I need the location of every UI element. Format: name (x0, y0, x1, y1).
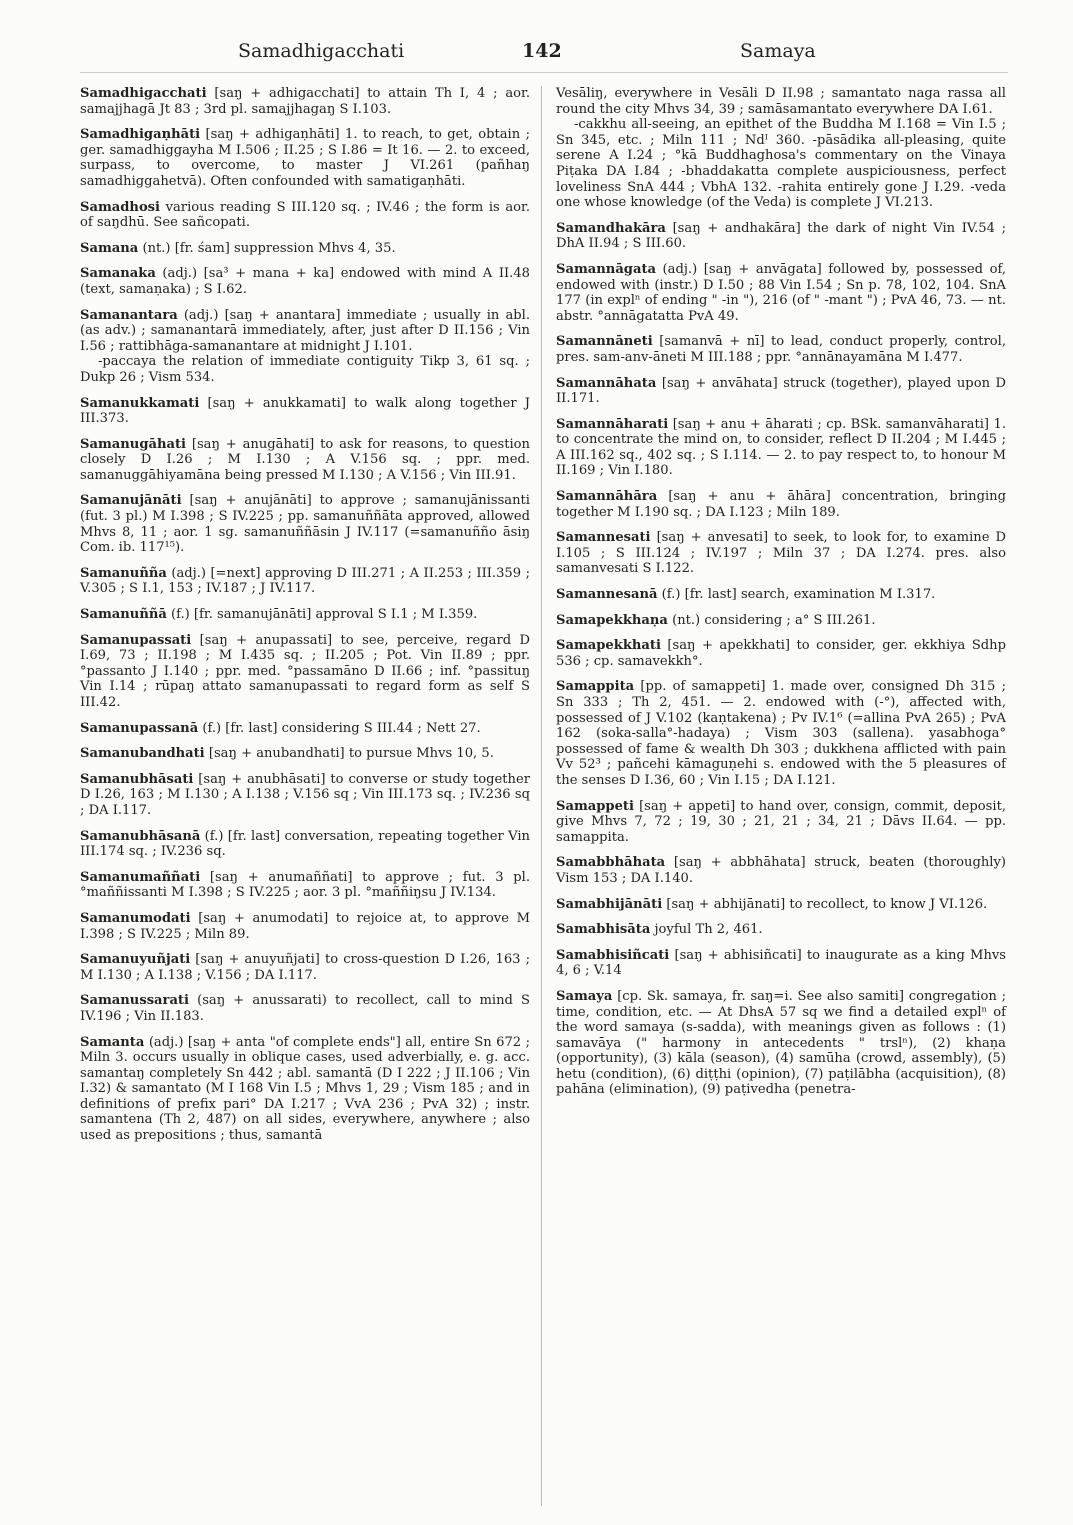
entry-headword: Samanupassati (80, 632, 192, 648)
dictionary-entry (80, 870, 530, 901)
entry-headword: Samanuñña (80, 565, 167, 581)
entry-definition: (adj.) [saŋ + anta "of complete ends"] all, entire Sn 672 ; Miln 3. occurs usually in oblique cases, used adverbially, e. g. acc. samantaŋ completely Sn 442 ; abl. samantā (D I 222 ; J II.106 ; Vin I.32) & samantato (M I 168 Vin I.5 ; Mhvs 1, 29 ; Vism 185 ; and in definitions of prefix pari° DA I.217 ; VvA 236 ; PvA 32) ; instr. samantena (Th 2, 487) on all sides, everywhere, anywhere ; also used as prepositions ; thus, samantā (80, 1034, 530, 1144)
entry-headword: Samannesanā (556, 587, 658, 603)
entry-definition: [saŋ + anvāhata] struck (together), played upon D II.171. (556, 375, 1006, 407)
entry-definition: (f.) [fr. last] considering S III.44 ; Nett 27. (198, 720, 481, 736)
dictionary-entry (556, 334, 1006, 365)
entry-headword: Samanuññā (80, 607, 167, 623)
dictionary-entry (80, 1035, 530, 1144)
entry-headword: Samannesati (556, 530, 651, 546)
dictionary-entry (80, 437, 530, 484)
entry-headword: Samaya (556, 988, 613, 1004)
running-head-right: Samaya (740, 40, 816, 62)
entry-definition: [saŋ + anumaññati] to approve ; fut. 3 pl. °maññissanti M I.398 ; S IV.225 ; aor. 3 pl. °maññiŋsu J IV.134. (80, 869, 530, 901)
right-column (556, 86, 1006, 1108)
entry-definition: [saŋ + adhigaṇhāti] 1. to reach, to get, obtain ; ger. samadhiggayha M I.506 ; II.25 ; S I.86 = It 16. — 2. to exceed, surpass, to overcome, to master J VI.261 (pañhaŋ samadhiggahetvā). Often confounded with samatigaṇhāti. (80, 127, 530, 189)
dictionary-entry (556, 922, 1006, 938)
entry-headword: Samanta (80, 1034, 145, 1050)
page-header (0, 40, 1073, 68)
dictionary-entry (556, 613, 1006, 629)
entry-definition: (adj.) [saŋ + anantara] immediate ; usually in abl. (as adv.) ; samanantarā immediately, after, just after D II.156 ; Vin I.56 ; rattibhāga-samanantare at midnight J I.101. (80, 307, 530, 354)
dictionary-entry (556, 489, 1006, 520)
entry-definition: (nt.) considering ; a° S III.261. (667, 612, 876, 628)
entry-definition: (adj.) [sa³ + mana + ka] endowed with mind A II.48 (text, samaṇaka) ; S I.62. (80, 266, 530, 297)
dictionary-entry (80, 86, 530, 117)
page-number: 142 (522, 40, 562, 62)
entry-headword: Samanugāhati (80, 436, 186, 452)
entry-definition: [saŋ + anuyuñjati] to cross-question D I.26, 163 ; M I.130 ; A I.138 ; V.156 ; DA I.117. (80, 952, 530, 983)
entry-headword: Samanantara (80, 307, 178, 323)
dictionary-entry (80, 993, 530, 1024)
entry-headword: Samadhosi (80, 199, 161, 215)
entry-headword: Samanumaññati (80, 869, 201, 885)
entry-headword: Samanussarati (80, 993, 189, 1009)
dictionary-entry (80, 607, 530, 623)
entry-definition: [saŋ + anupassati] to see, perceive, regard D I.69, 73 ; II.198 ; M I.435 sq. ; II.205 ; Pot. Vin II.89 ; ppr. °passanto J I.140 ; ppr. med. °passamāno D II.66 ; inf. °passituŋ Vin I.14 ; rūpaŋ attato samanupassati to regard form as self S III.42. (80, 632, 530, 710)
dictionary-entry (556, 855, 1006, 886)
entry-definition: [samanvā + nī] to lead, conduct properly, control, pres. sam-anv-āneti M III.188 ; ppr. °annānayamāna M I.477. (556, 334, 1006, 365)
dictionary-entry (80, 566, 530, 597)
dictionary-entry (80, 127, 530, 189)
entry-definition: [saŋ + abhisiñcati] to inaugurate as a king Mhvs 4, 6 ; V.14 (556, 947, 1006, 979)
dictionary-entry (556, 86, 1006, 211)
entry-definition: [saŋ + anujānāti] to approve ; samanujānissanti (fut. 3 pl.) M I.398 ; S IV.225 ; pp. samanuññāta approved, allowed Mhvs 8, 11 ; aor. 1 sg. samanuññāsin J IV.117 (=samanuñño āsiŋ Com. ib. 117¹⁵). (80, 493, 530, 556)
dictionary-entry (80, 266, 530, 297)
entry-headword: Samanubhāsanā (80, 828, 201, 844)
entry-definition: [saŋ + anvesati] to seek, to look for, to examine D I.105 ; S III.124 ; IV.197 ; Miln 37 ; DA I.274. pres. also samanvesati S I.122. (556, 530, 1006, 577)
dictionary-entry (556, 587, 1006, 603)
entry-definition: (adj.) [=next] approving D III.271 ; A II.253 ; III.359 ; V.305 ; S I.1, 153 ; IV.187 ; J IV.117. (80, 565, 530, 597)
entry-headword: Samanuyuñjati (80, 952, 191, 968)
entry-definition: (f.) [fr. last] conversation, repeating together Vin III.174 sq. ; IV.236 sq. (80, 828, 530, 860)
entry-headword: Samabhisiñcati (556, 947, 670, 963)
entry-headword: Samadhigaṇhāti (80, 127, 201, 143)
entry-headword: Samappeti (556, 798, 634, 814)
dictionary-entry (556, 799, 1006, 846)
dictionary-entry (80, 721, 530, 737)
dictionary-entry (80, 952, 530, 983)
entry-headword: Samapekkhati (556, 638, 661, 654)
entry-headword: Samandhakāra (556, 220, 666, 236)
entry-headword: Samanaka (80, 266, 156, 282)
column-divider (541, 86, 542, 1506)
entry-definition: (f.) [fr. last] search, examination M I.317. (657, 587, 936, 603)
entry-compounds: -cakkhu all-seeing, an epithet of the Buddha M I.168 = Vin I.5 ; Sn 345, etc. ; Miln 111 ; Ndᴵ 360. -pāsādika all-pleasing, quite serene A I.24 ; °kā Buddhaghosa's commentary on the Vinaya Piṭaka DA I.84 ; -bhaddakatta complete auspiciousness, perfect loveliness SnA 444 ; VbhA 132. -rahita entirely gone J I.29. -veda one whose knowledge (of the Veda) is complete J VI.213. (556, 117, 1006, 211)
entry-headword: Samanupassanā (80, 720, 199, 736)
dictionary-entry (556, 376, 1006, 407)
entry-headword: Samannāhāra (556, 489, 658, 505)
dictionary-entry (80, 493, 530, 555)
left-column (80, 86, 530, 1154)
entry-definition: (adj.) [saŋ + anvāgata] followed by, possessed of, endowed with (instr.) D I.50 ; 88 Vin I.54 ; Sn p. 78, 102, 104. SnA 177 (in explⁿ of ending " -in "), 216 (of " -mant ") ; PvA 46, 73. — nt. abstr. °annāgatatta PvA 49. (556, 261, 1006, 324)
entry-definition: Vesāliŋ, everywhere in Vesāli D II.98 ; samantato naga rassa all round the city Mhvs 34, 39 ; samāsamantato everywhere DA I.61. (556, 86, 1006, 117)
dictionary-entry (80, 241, 530, 257)
entry-definition: [cp. Sk. samaya, fr. saŋ=i. See also samiti] congregation ; time, condition, etc. — At DhsA 57 sq we find a detailed explⁿ of the word samaya (s-sadda), with meanings given as follows : (1) samavāya (" harmony in antecedents " trslⁿ), (2) khaṇa (opportunity), (3) kāla (season), (4) samūha (crowd, assembly), (5) hetu (condition), (6) diṭṭhi (opinion), (7) paṭilābha (acquisition), (8) pahāna (elimination), (9) paṭivedha (penetra- (556, 988, 1006, 1098)
entry-definition: [pp. of samappeti] 1. made over, consigned Dh 315 ; Sn 333 ; Th 2, 451. — 2. endowed with (-°), affected with, possessed of J V.102 (kaṇtakena) ; Pv IV.1⁶ (=allina PvA 265) ; PvA 162 (soka-salla°-hadaya) ; Vism 303 (sallena). yasabhoga° possessed of fame & wealth Dh 303 ; dukkhena afflicted with pain Vv 52³ ; pañcehi kāmaguṇehi s. endowed with the 5 pleasures of the senses D I.36, 60 ; Vin I.15 ; DA I.121. (556, 679, 1006, 788)
entry-headword: Samapekkhaṇa (556, 612, 668, 628)
entry-definition: [saŋ + anubhāsati] to converse or study together D I.26, 163 ; M I.130 ; A I.138 ; V.156 sq ; Vin III.173 sq. ; IV.236 sq ; DA I.117. (80, 771, 530, 818)
entry-headword: Samabbhāhata (556, 855, 666, 871)
dictionary-entry (556, 638, 1006, 669)
dictionary-entry (556, 417, 1006, 479)
entry-headword: Samannāneti (556, 334, 653, 350)
entry-headword: Samannāharati (556, 416, 669, 432)
dictionary-entry (556, 262, 1006, 324)
entry-headword: Samadhigacchati (80, 86, 207, 101)
dictionary-entry (80, 308, 530, 386)
dictionary-entry (80, 911, 530, 942)
entry-headword: Samannāgata (556, 261, 656, 277)
entry-definition: joyful Th 2, 461. (650, 922, 763, 938)
entry-definition: [saŋ + adhigacchati] to attain Th I, 4 ; aor. samajjhagā Jt 83 ; 3rd pl. samajjhagaŋ S I.103. (80, 86, 530, 117)
dictionary-entry (556, 221, 1006, 252)
dictionary-entry (80, 746, 530, 762)
entry-headword: Samabhisāta (556, 922, 651, 938)
entry-definition: [saŋ + anubandhati] to pursue Mhvs 10, 5. (204, 746, 494, 762)
entry-headword: Samannāhata (556, 375, 657, 391)
dictionary-entry (80, 200, 530, 231)
dictionary-entry (556, 897, 1006, 913)
header-rule (80, 72, 1008, 73)
entry-headword: Samanukkamati (80, 395, 200, 411)
entry-definition: (nt.) [fr. śam] suppression Mhvs 4, 35. (138, 240, 396, 256)
entry-definition: [saŋ + anugāhati] to ask for reasons, to question closely D I.26 ; M I.130 ; A V.156 sq. ; ppr. med. samanuggāhiyamāna being pressed M I.130 ; A V.156 ; Vin III.91. (80, 436, 530, 483)
entry-definition: [saŋ + appeti] to hand over, consign, commit, deposit, give Mhvs 7, 72 ; 19, 30 ; 21, 21 ; 34, 21 ; Dāvs II.64. — pp. samappita. (556, 798, 1006, 845)
dictionary-entry (80, 772, 530, 819)
entry-definition: [saŋ + abbhāhata] struck, beaten (thoroughly) Vism 153 ; DA I.140. (556, 855, 1006, 886)
entry-headword: Samanubandhati (80, 746, 205, 762)
entry-definition: [saŋ + anukkamati] to walk along together J III.373. (80, 395, 530, 427)
entry-headword: Samappita (556, 679, 635, 695)
entry-definition: [saŋ + anu + āharati ; cp. BSk. samanvāharati] 1. to concentrate the mind on, to consider, reflect D II.204 ; M I.445 ; A III.162 sq., 402 sq. ; S I.114. — 2. to pay respect to, to honour M II.169 ; Vin I.180. (556, 416, 1006, 479)
entry-headword: Samanumodati (80, 910, 191, 926)
entry-headword: Samana (80, 240, 139, 256)
entry-definition: [saŋ + andhakāra] the dark of night Vin IV.54 ; DhA II.94 ; S III.60. (556, 220, 1006, 252)
entry-headword: Samanujānāti (80, 493, 182, 509)
entry-headword: Samabhijānāti (556, 896, 663, 912)
dictionary-entry (556, 948, 1006, 979)
running-head-left: Samadhigacchati (238, 40, 405, 62)
dictionary-entry (80, 633, 530, 711)
entry-compounds: -paccaya the relation of immediate contiguity Tikp 3, 61 sq. ; Dukp 26 ; Vism 534. (80, 354, 530, 385)
entry-definition: [saŋ + abhijānati] to recollect, to know J VI.126. (662, 896, 988, 912)
entry-definition: various reading S III.120 sq. ; IV.46 ; the form is aor. of saŋdhū. See sañcopati. (80, 199, 530, 231)
entry-definition: (saŋ + anussarati) to recollect, call to mind S IV.196 ; Vin II.183. (80, 993, 530, 1024)
dictionary-entry (80, 829, 530, 860)
dictionary-entry (556, 989, 1006, 1098)
entry-definition: [saŋ + apekkhati] to consider, ger. ekkhiya Sdhp 536 ; cp. samavekkh°. (556, 638, 1006, 669)
dictionary-entry (80, 396, 530, 427)
entry-definition: [saŋ + anumodati] to rejoice at, to approve M I.398 ; S IV.225 ; Miln 89. (80, 910, 530, 942)
dictionary-entry (556, 679, 1006, 788)
entry-headword: Samanubhāsati (80, 771, 194, 787)
entry-definition: [saŋ + anu + āhāra] concentration, bringing together M I.190 sq. ; DA I.123 ; Miln 189. (556, 489, 1006, 520)
dictionary-entry (556, 530, 1006, 577)
entry-definition: (f.) [fr. samanujānāti] approval S I.1 ; M I.359. (166, 607, 478, 623)
